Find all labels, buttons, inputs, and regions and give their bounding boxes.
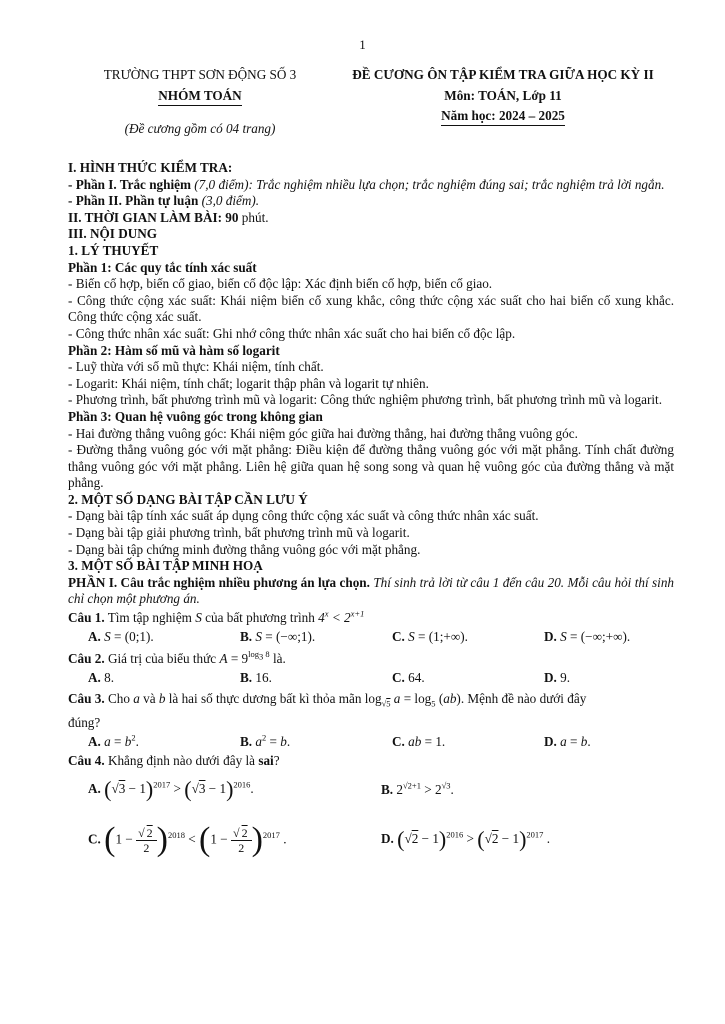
paragraph: PHẦN I. Câu trắc nghiệm nhiều phương án lựa chọn. Thí sinh trả lời từ câu 1 đến câu 20. Mỗi câu hỏi thí sinh chỉ chọn một phương án. — [68, 574, 675, 607]
question-1-options — [68, 627, 674, 649]
section-heading: 3. MỘT SỐ BÀI TẬP MINH HOẠ — [68, 558, 263, 574]
question-4-options-ab — [68, 770, 674, 810]
paragraph: - Logarit: Khái niệm, tính chất; logarit thập phân và logarit tự nhiên. — [68, 375, 429, 391]
paragraph: - Dạng bài tập tính xác suất áp dụng công thức cộng xác suất và công thức nhân xác suất. — [68, 508, 539, 524]
paragraph: - Công thức nhân xác suất: Ghi nhớ công thức nhân xác suất cho hai biến cố độc lập. — [68, 325, 516, 341]
option-d: D. S = (−∞;+∞). — [544, 629, 631, 645]
question-2-options — [68, 667, 674, 689]
section-heading: II. THỜI GIAN LÀM BÀI: 90 phút. — [68, 209, 269, 225]
option-d: D. a = b. — [544, 734, 591, 750]
section-heading: III. NỘI DUNG — [68, 226, 158, 242]
paragraph: - Công thức cộng xác suất: Khái niệm biến cố xung khắc, công thức cộng xác suất cho hai biến cố xung khắc. Công thức cộng xác suất. — [68, 292, 674, 325]
option-a: A. S = (0;1). — [88, 629, 154, 645]
paragraph: - Dạng bài tập giải phương trình, bất phương trình mũ và logarit. — [68, 525, 410, 541]
paragraph: - Dạng bài tập chứng minh đường thẳng vuông góc với mặt phẳng. — [68, 541, 421, 557]
option-b: B. $2^{√2+1} > 2^{√3}$. — [381, 780, 454, 797]
option-c: C. (1 − $\frac{√ 2}{2}$ )$^{2018}$ < (1 − $\frac{√ 2}{2}$ )$^{2017}$ . — [88, 820, 287, 858]
document-body — [68, 160, 674, 870]
question-3-options — [68, 731, 674, 753]
document-title: ĐỀ CƯƠNG ÔN TẬP KIỂM TRA GIỮA HỌC KỲ II — [352, 67, 654, 82]
paragraph: - Biến cố hợp, biến cố giao, biến cố độc lập: Xác định biến cố hợp, biến cố giao. — [68, 276, 493, 292]
theory-title: Phần 2: Hàm số mũ và hàm số logarit — [68, 342, 280, 358]
section-heading: 2. MỘT SỐ DẠNG BÀI TẬP CẦN LƯU Ý — [68, 491, 308, 507]
section-heading: I. HÌNH THỨC KIỂM TRA: — [68, 160, 233, 175]
school-year: Năm học: 2024 – 2025 — [328, 108, 678, 125]
question-4-options-cd — [68, 810, 674, 870]
expression-formula: A — [219, 650, 228, 666]
question-1: Câu 1. Tìm tập nghiệm S của bất phương trình $4^x < 2^{x+1}$ — [68, 608, 365, 626]
theory-title: Phần 3: Quan hệ vuông góc trong không gian — [68, 408, 323, 424]
option-a: A. $a = b^2$. — [88, 732, 139, 750]
pages-note: (Đề cương gồm có 04 trang) — [124, 121, 276, 136]
section-heading: 1. LÝ THUYẾT — [68, 242, 159, 258]
page-number: 1 — [359, 37, 366, 52]
paragraph: - Phần II. Phần tự luận (3,0 điểm). — [68, 193, 260, 209]
paragraph: - Luỹ thừa với số mũ thực: Khái niệm, tính chất. — [68, 359, 324, 375]
option-b: B. $a^2 = b$. — [240, 732, 291, 750]
paragraph: - Đường thẳng vuông góc với mặt phẳng: Điều kiện để đường thẳng vuông góc với mặt phẳng. Tính chất đường thẳng vuông góc với mặt phẳng. Liên hệ giữa quan hệ song song và quan hệ vuông góc của đường thẳng và mặt phẳng. — [68, 442, 674, 491]
option-b: B. 16. — [240, 669, 272, 685]
question-3-cont: đúng? — [68, 714, 101, 730]
theory-title: Phần 1: Các quy tắc tính xác suất — [68, 259, 257, 275]
paragraph: - Phần I. Trắc nghiệm (7,0 điểm): Trắc nghiệm nhiều lựa chọn; trắc nghiệm đúng sai; trắc nghiệm trả lời ngắn. — [68, 176, 665, 192]
paragraph: - Phương trình, bất phương trình mũ và logarit: Công thức nghiệm phương trình, bất phương trình mũ và logarit. — [68, 392, 662, 408]
option-a: A. 8. — [88, 669, 115, 685]
log-formula: $\log_{√5} a = \log_5 (ab)$ — [364, 691, 461, 709]
question-4: Câu 4. Khẳng định nào dưới đây là sai? — [68, 753, 280, 769]
option-c: C. ab = 1. — [392, 734, 446, 750]
question-2: Câu 2. Giá trị của biểu thức $A = 9^{log_3 8}$ là. — [68, 649, 286, 666]
option-c: C. 64. — [392, 669, 425, 685]
paragraph: - Hai đường thẳng vuông góc: Khái niệm góc giữa hai đường thẳng, hai đường thẳng vuông góc. — [68, 425, 578, 441]
question-3: Câu 3. Cho a và b là hai số thực dương bất kì thỏa mãn $\log_{√5} a = \log_5 (ab)$. Mệnh đề nào dưới đây — [68, 691, 587, 709]
option-d: D. $(√2 - 1)^{2016} > (√2 - 1)^{2017}$ . — [381, 827, 550, 853]
group-name: NHÓM TOÁN — [70, 88, 330, 105]
school-name: TRƯỜNG THPT SƠN ĐỘNG SỐ 3 — [103, 67, 297, 82]
option-a: A. $(√3 - 1)^{2017} > (√3 - 1)^{2016}$. — [88, 777, 254, 803]
inequality-formula: $4^x < 2^{x+1}$ — [318, 608, 365, 626]
option-b: B. S = (−∞;1). — [240, 629, 316, 645]
option-d: D. 9. — [544, 669, 571, 685]
subject-line: Môn: TOÁN, Lớp 11 — [444, 88, 562, 103]
option-c: C. S = (1;+∞). — [392, 629, 468, 645]
